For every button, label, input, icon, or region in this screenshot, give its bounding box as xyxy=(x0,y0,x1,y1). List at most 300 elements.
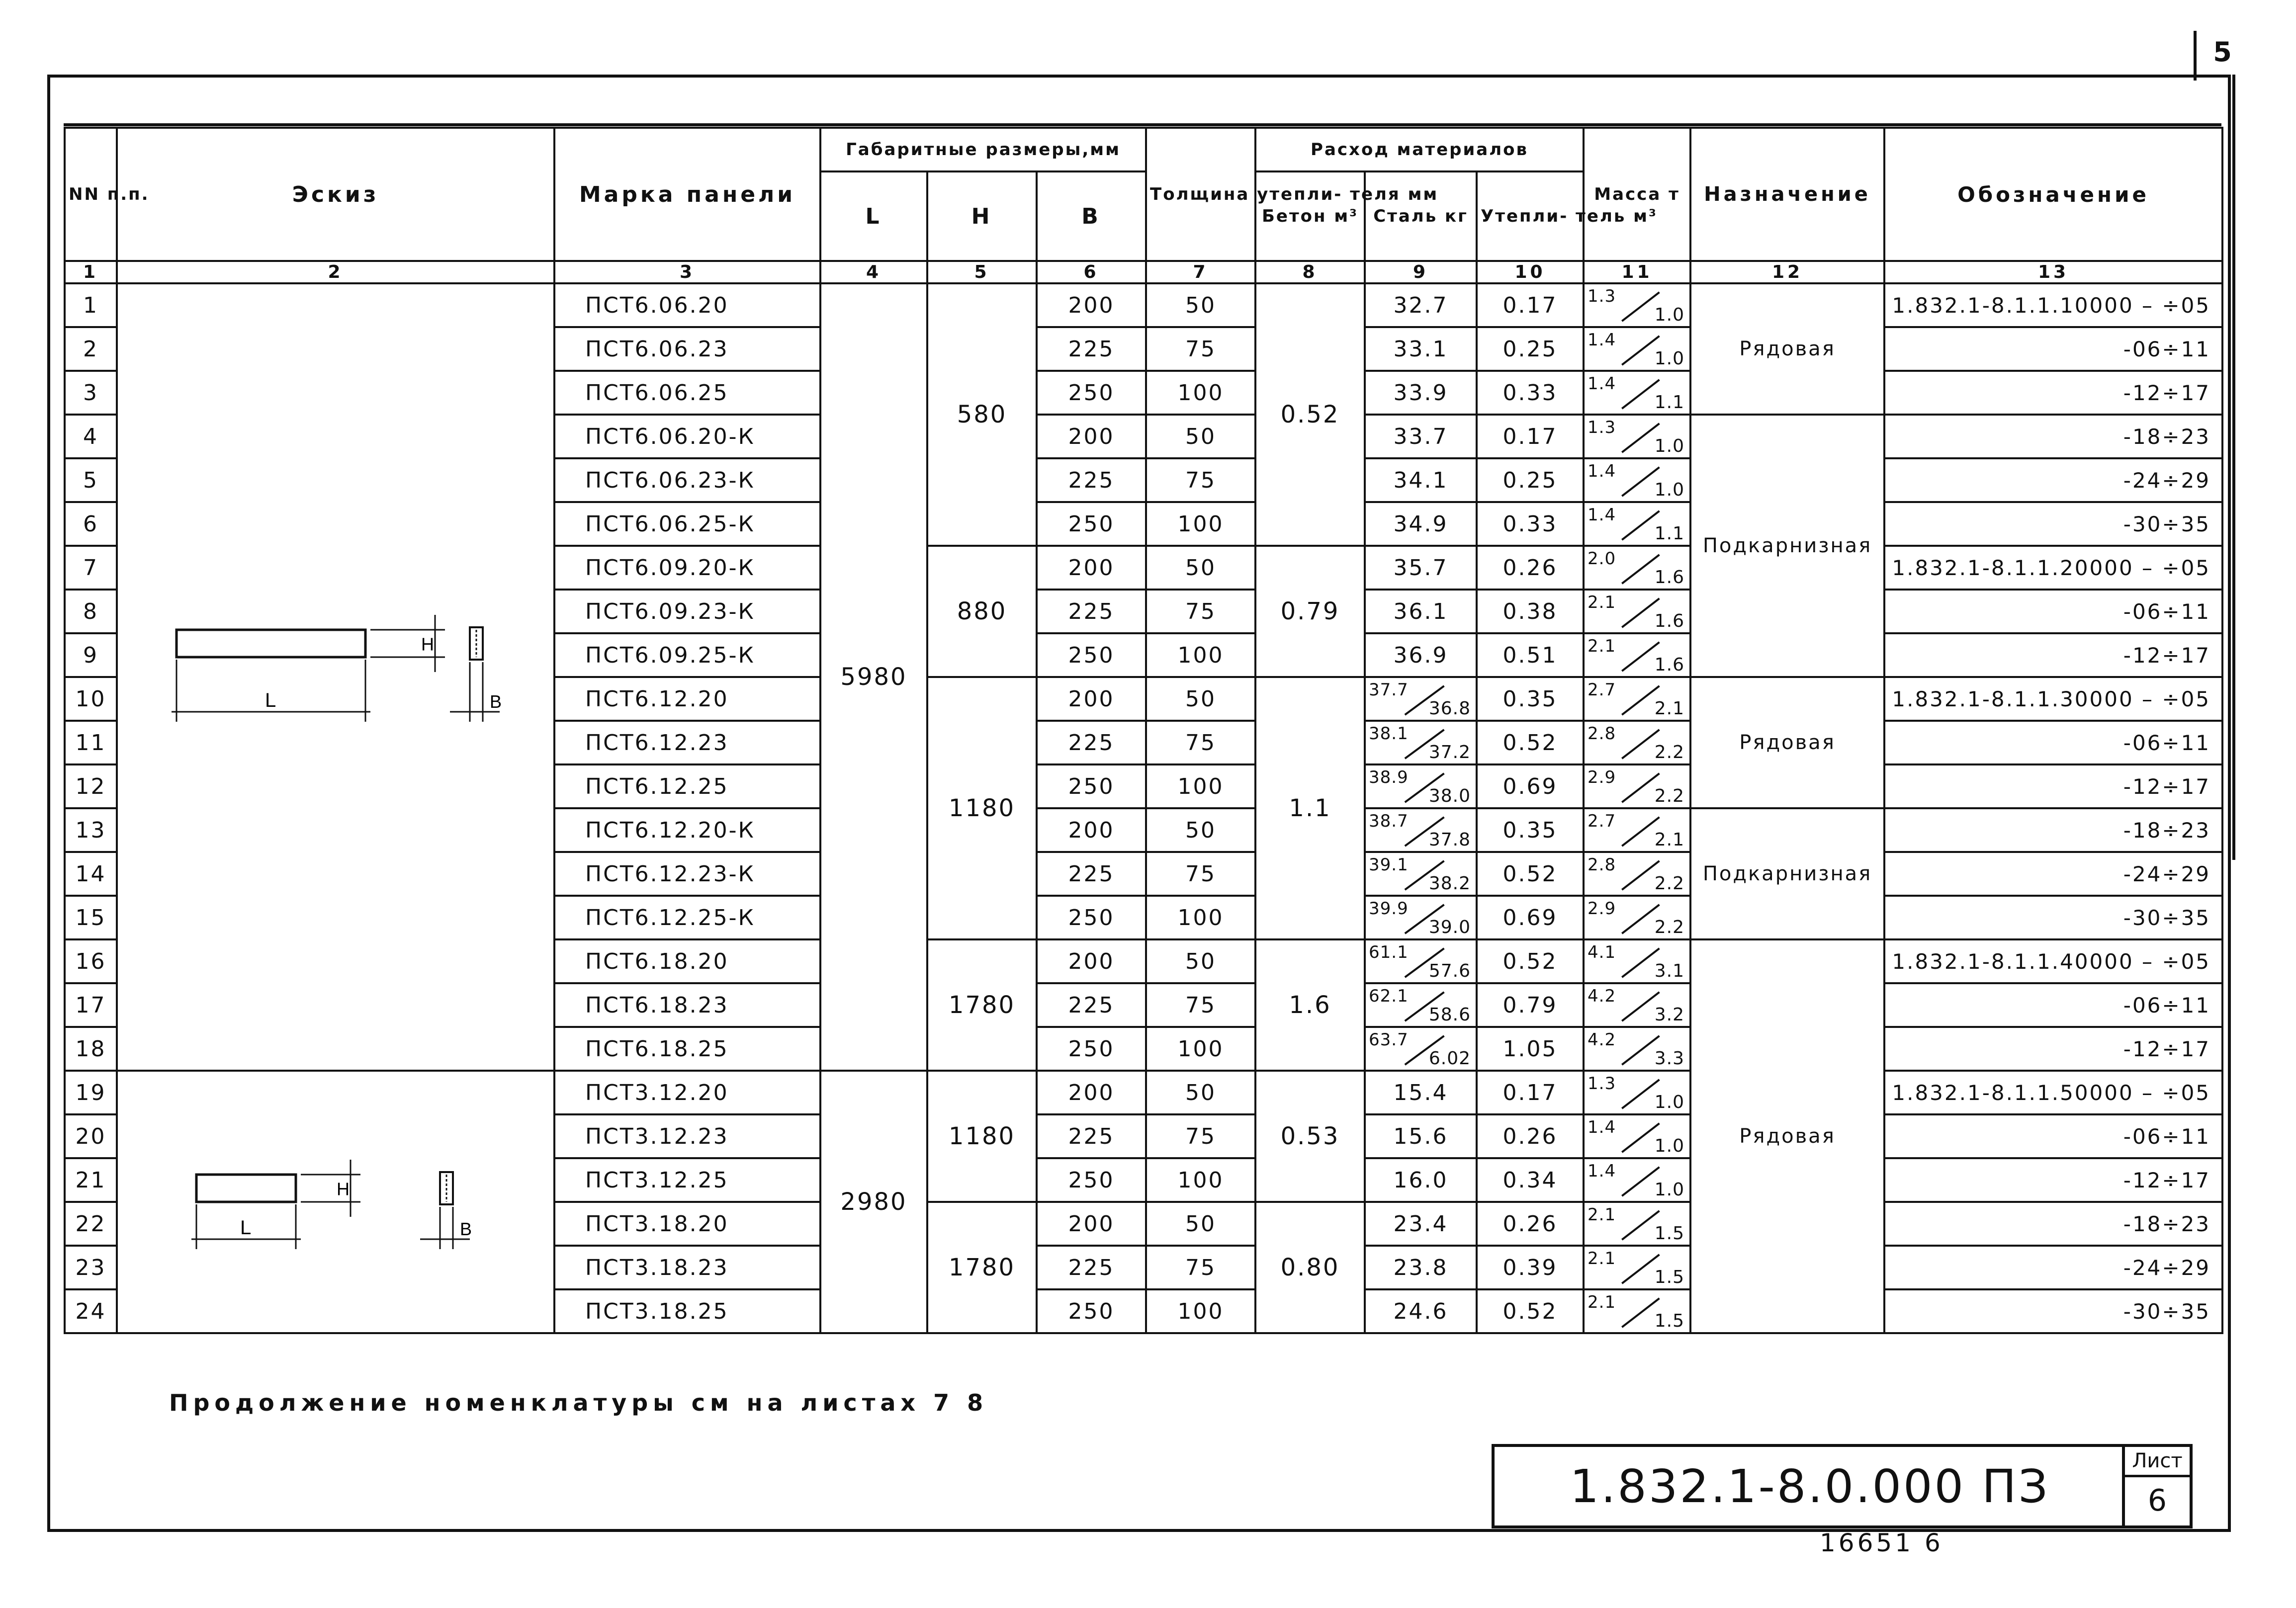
mass-fraction xyxy=(1585,1115,1689,1157)
mass-fraction xyxy=(1585,809,1689,851)
steel-consumption-numerator: 63.7 xyxy=(1369,1030,1409,1050)
designation-code: -24÷29 xyxy=(1884,458,2222,502)
mass xyxy=(1584,721,1690,764)
insulation-thickness: 100 xyxy=(1146,1158,1255,1202)
mass-denominator: 2.2 xyxy=(1654,786,1685,806)
insulation-volume: 0.25 xyxy=(1477,458,1584,502)
mass-fraction xyxy=(1585,547,1689,589)
row-number: 24 xyxy=(65,1289,117,1333)
mass-numerator: 2.0 xyxy=(1588,549,1616,569)
header-dims: Габаритные размеры,мм xyxy=(820,128,1146,171)
dimension-b: 225 xyxy=(1037,458,1146,502)
mass xyxy=(1584,546,1690,590)
designation-code: -18÷23 xyxy=(1884,808,2222,852)
mass-fraction xyxy=(1585,897,1689,938)
mass-denominator: 2.2 xyxy=(1654,917,1685,937)
header-materials: Расход материалов xyxy=(1255,128,1584,171)
row-number: 22 xyxy=(65,1202,117,1246)
fraction-slash-line xyxy=(1622,467,1659,496)
mass-numerator: 4.2 xyxy=(1588,986,1616,1006)
insulation-thickness: 100 xyxy=(1146,371,1255,415)
designation-code: 1.832.1-8.1.1.10000 – ÷05 xyxy=(1884,283,2222,327)
designation-code: -06÷11 xyxy=(1884,721,2222,764)
mass-numerator: 2.1 xyxy=(1588,1249,1616,1269)
designation-code: 1.832.1-8.1.1.40000 – ÷05 xyxy=(1884,939,2222,983)
insulation-volume: 0.51 xyxy=(1477,633,1584,677)
fraction-slash-line xyxy=(1622,861,1659,890)
insulation-thickness: 50 xyxy=(1146,1071,1255,1114)
panel-mark: ПСТ3.18.23 xyxy=(554,1246,820,1289)
header-dim-b: B xyxy=(1037,171,1146,261)
dimension-b: 225 xyxy=(1037,327,1146,371)
fraction-slash-line xyxy=(1622,642,1659,671)
dimension-b: 200 xyxy=(1037,1202,1146,1246)
row-number: 8 xyxy=(65,590,117,633)
mass-denominator: 1.0 xyxy=(1654,305,1685,325)
steel-consumption-denominator: 58.6 xyxy=(1428,1005,1471,1025)
panel-mark: ПСТ6.09.25-К xyxy=(554,633,820,677)
mass-numerator: 2.9 xyxy=(1588,899,1616,919)
mass-denominator: 1.6 xyxy=(1654,655,1685,675)
column-number: 11 xyxy=(1584,261,1690,283)
fraction-slash-line xyxy=(1622,905,1659,933)
mass xyxy=(1584,1202,1690,1246)
column-number: 4 xyxy=(820,261,927,283)
insulation-thickness: 100 xyxy=(1146,764,1255,808)
insulation-volume: 0.33 xyxy=(1477,371,1584,415)
mass-fraction xyxy=(1585,678,1689,720)
insulation-thickness: 75 xyxy=(1146,327,1255,371)
page-number-bar xyxy=(2194,31,2197,81)
top-band-line xyxy=(64,123,2221,126)
insulation-thickness: 75 xyxy=(1146,1114,1255,1158)
mass-fraction xyxy=(1585,1028,1689,1070)
insulation-thickness: 100 xyxy=(1146,896,1255,939)
panel-mark: ПСТ6.12.23 xyxy=(554,721,820,764)
insulation-thickness: 75 xyxy=(1146,983,1255,1027)
fraction-slash-line xyxy=(1622,817,1659,846)
mass-numerator: 4.2 xyxy=(1588,1030,1616,1050)
mass-denominator: 3.2 xyxy=(1654,1005,1685,1025)
steel-consumption-denominator: 6.02 xyxy=(1428,1048,1471,1069)
insulation-volume: 0.17 xyxy=(1477,1071,1584,1114)
header-dim-h: H xyxy=(927,171,1037,261)
panel-elevation xyxy=(177,630,365,657)
panel-mark: ПСТ3.12.25 xyxy=(554,1158,820,1202)
insulation-volume: 0.17 xyxy=(1477,415,1584,458)
row-number: 9 xyxy=(65,633,117,677)
mass-numerator: 1.4 xyxy=(1588,330,1616,350)
steel-consumption-numerator: 37.7 xyxy=(1369,680,1409,700)
insulation-thickness: 50 xyxy=(1146,1202,1255,1246)
mass-numerator: 2.9 xyxy=(1588,767,1616,787)
insulation-volume: 0.69 xyxy=(1477,896,1584,939)
mass-numerator: 2.7 xyxy=(1588,680,1616,700)
header-designation: Обозначение xyxy=(1884,128,2222,261)
designation-code: -30÷35 xyxy=(1884,896,2222,939)
insulation-volume: 0.52 xyxy=(1477,852,1584,896)
column-number: 10 xyxy=(1477,261,1584,283)
mass-numerator: 1.4 xyxy=(1588,1161,1616,1181)
purpose: Рядовая xyxy=(1690,677,1884,808)
mass-fraction xyxy=(1585,1203,1689,1245)
column-numbers-row xyxy=(65,261,2222,283)
sketch-label-h: H xyxy=(421,634,436,654)
header-nn: NN п.п. xyxy=(65,128,117,261)
designation-code: -06÷11 xyxy=(1884,1114,2222,1158)
mass-fraction xyxy=(1585,372,1689,414)
fraction-slash-line xyxy=(1622,1255,1659,1283)
dimension-b: 225 xyxy=(1037,721,1146,764)
header-insul-thickness: Толщина утепли- теля мм xyxy=(1146,128,1255,261)
purpose: Подкарнизная xyxy=(1690,415,1884,677)
insulation-thickness: 75 xyxy=(1146,721,1255,764)
steel-consumption: 15.4 xyxy=(1365,1071,1477,1114)
panel-elevation xyxy=(196,1175,296,1202)
insulation-volume: 0.35 xyxy=(1477,677,1584,721)
steel-consumption-fraction xyxy=(1366,984,1476,1026)
mass xyxy=(1584,983,1690,1027)
designation-code: -06÷11 xyxy=(1884,327,2222,371)
margin-line xyxy=(2232,75,2235,860)
steel-consumption-fraction xyxy=(1366,765,1476,807)
column-number: 13 xyxy=(1884,261,2222,283)
mass xyxy=(1584,371,1690,415)
mass xyxy=(1584,1158,1690,1202)
steel-consumption-fraction xyxy=(1366,940,1476,982)
dimension-b: 200 xyxy=(1037,283,1146,327)
steel-consumption-denominator: 37.8 xyxy=(1428,830,1471,850)
insulation-thickness: 50 xyxy=(1146,283,1255,327)
row-number: 7 xyxy=(65,546,117,590)
steel-consumption: 35.7 xyxy=(1365,546,1477,590)
mass-denominator: 1.6 xyxy=(1654,611,1685,631)
designation-code: 1.832.1-8.1.1.20000 – ÷05 xyxy=(1884,546,2222,590)
mass-numerator: 2.7 xyxy=(1588,811,1616,831)
insulation-volume: 0.33 xyxy=(1477,502,1584,546)
designation-code: -12÷17 xyxy=(1884,1027,2222,1071)
dimension-h: 1180 xyxy=(927,677,1037,939)
fraction-slash-line xyxy=(1622,1080,1659,1108)
steel-consumption: 36.1 xyxy=(1365,590,1477,633)
mass-denominator: 1.5 xyxy=(1654,1311,1685,1331)
designation-code: -12÷17 xyxy=(1884,371,2222,415)
insulation-thickness: 100 xyxy=(1146,1289,1255,1333)
steel-consumption-denominator: 38.0 xyxy=(1428,786,1471,806)
sketch-cell xyxy=(117,283,554,1071)
designation-code: 1.832.1-8.1.1.30000 – ÷05 xyxy=(1884,677,2222,721)
designation-code: -06÷11 xyxy=(1884,590,2222,633)
steel-consumption-numerator: 62.1 xyxy=(1369,986,1409,1006)
fraction-slash-line xyxy=(1622,730,1659,759)
mass-denominator: 3.1 xyxy=(1654,961,1685,981)
designation-code: -30÷35 xyxy=(1884,502,2222,546)
mass-numerator: 1.3 xyxy=(1588,286,1616,306)
insulation-thickness: 100 xyxy=(1146,502,1255,546)
fraction-slash-line xyxy=(1622,773,1659,802)
sheet-number: 6 xyxy=(2147,1483,2167,1518)
dimension-b: 250 xyxy=(1037,896,1146,939)
mass-fraction xyxy=(1585,940,1689,982)
mass xyxy=(1584,1114,1690,1158)
mass xyxy=(1584,896,1690,939)
designation-code: -18÷23 xyxy=(1884,1202,2222,1246)
steel-consumption: 33.1 xyxy=(1365,327,1477,371)
insulation-thickness: 50 xyxy=(1146,939,1255,983)
panel-mark: ПСТ6.18.20 xyxy=(554,939,820,983)
dimension-b: 200 xyxy=(1037,939,1146,983)
dimension-h: 1180 xyxy=(927,1071,1037,1202)
row-number: 1 xyxy=(65,283,117,327)
mass-numerator: 2.1 xyxy=(1588,636,1616,656)
sketch-label-l: L xyxy=(240,1216,253,1239)
fraction-slash-line xyxy=(1622,948,1659,977)
mass-denominator: 1.0 xyxy=(1654,1180,1685,1200)
steel-consumption-numerator: 39.1 xyxy=(1369,855,1409,875)
insulation-volume: 0.34 xyxy=(1477,1158,1584,1202)
mass-fraction xyxy=(1585,1247,1689,1288)
mass-numerator: 1.4 xyxy=(1588,374,1616,394)
mass-fraction xyxy=(1585,284,1689,326)
panel-mark: ПСТ3.18.20 xyxy=(554,1202,820,1246)
steel-consumption-fraction xyxy=(1366,853,1476,895)
mass xyxy=(1584,939,1690,983)
column-number: 3 xyxy=(554,261,820,283)
row-number: 11 xyxy=(65,721,117,764)
column-number: 6 xyxy=(1037,261,1146,283)
row-number: 18 xyxy=(65,1027,117,1071)
steel-consumption-numerator: 38.9 xyxy=(1369,767,1409,787)
mass-fraction xyxy=(1585,853,1689,895)
panel-mark: ПСТ6.06.25 xyxy=(554,371,820,415)
mass-numerator: 1.4 xyxy=(1588,1117,1616,1137)
panel-mark: ПСТ6.06.23 xyxy=(554,327,820,371)
panel-mark: ПСТ6.12.25 xyxy=(554,764,820,808)
mass xyxy=(1584,633,1690,677)
insulation-volume: 0.52 xyxy=(1477,1289,1584,1333)
mass-denominator: 2.1 xyxy=(1654,830,1685,850)
dimension-h: 880 xyxy=(927,546,1037,677)
sheet-box xyxy=(2122,1444,2193,1528)
row-number: 6 xyxy=(65,502,117,546)
mass-denominator: 1.0 xyxy=(1654,348,1685,369)
insulation-thickness: 75 xyxy=(1146,852,1255,896)
panel-mark: ПСТ6.12.20-К xyxy=(554,808,820,852)
mass-denominator: 2.2 xyxy=(1654,873,1685,894)
steel-consumption xyxy=(1365,896,1477,939)
mass-fraction xyxy=(1585,328,1689,370)
insulation-thickness: 100 xyxy=(1146,1027,1255,1071)
row-number: 5 xyxy=(65,458,117,502)
mass-fraction xyxy=(1585,722,1689,763)
designation-code: -24÷29 xyxy=(1884,1246,2222,1289)
mass xyxy=(1584,1027,1690,1071)
insulation-volume: 0.69 xyxy=(1477,764,1584,808)
mass-fraction xyxy=(1585,503,1689,545)
header-dim-l: L xyxy=(820,171,927,261)
dimension-b: 250 xyxy=(1037,1289,1146,1333)
steel-consumption: 15.6 xyxy=(1365,1114,1477,1158)
dimension-b: 200 xyxy=(1037,1071,1146,1114)
purpose: Рядовая xyxy=(1690,939,1884,1333)
steel-consumption-fraction xyxy=(1366,722,1476,763)
mass xyxy=(1584,808,1690,852)
mass-denominator: 1.0 xyxy=(1654,436,1685,456)
steel-consumption-numerator: 38.7 xyxy=(1369,811,1409,831)
header-mark: Марка панели xyxy=(554,128,820,261)
steel-consumption-numerator: 39.9 xyxy=(1369,899,1409,919)
mass-denominator: 1.0 xyxy=(1654,1136,1685,1156)
purpose: Рядовая xyxy=(1690,283,1884,415)
panel-mark: ПСТ3.12.20 xyxy=(554,1071,820,1114)
dimension-b: 250 xyxy=(1037,633,1146,677)
mass-denominator: 1.1 xyxy=(1654,523,1685,544)
mass-fraction xyxy=(1585,1290,1689,1332)
dimension-b: 200 xyxy=(1037,415,1146,458)
panel-mark: ПСТ6.18.23 xyxy=(554,983,820,1027)
dimension-b: 200 xyxy=(1037,677,1146,721)
mass-numerator: 1.3 xyxy=(1588,1074,1616,1094)
dimension-b: 225 xyxy=(1037,1114,1146,1158)
row-number: 4 xyxy=(65,415,117,458)
dimension-b: 250 xyxy=(1037,502,1146,546)
header-concrete: Бетон м³ xyxy=(1255,171,1365,261)
dimension-h: 580 xyxy=(927,283,1037,546)
steel-consumption: 36.9 xyxy=(1365,633,1477,677)
row-number: 21 xyxy=(65,1158,117,1202)
fraction-slash-line xyxy=(1622,380,1659,409)
mass-denominator: 2.2 xyxy=(1654,742,1685,762)
row-number: 12 xyxy=(65,764,117,808)
header-insulation: Утепли- тель м³ xyxy=(1477,171,1584,261)
purpose: Подкарнизная xyxy=(1690,808,1884,939)
panel-sketch-6m xyxy=(122,600,549,749)
mass-fraction xyxy=(1585,634,1689,676)
dimension-b: 250 xyxy=(1037,764,1146,808)
row-number: 17 xyxy=(65,983,117,1027)
steel-consumption-denominator: 38.2 xyxy=(1428,873,1471,894)
insulation-volume: 0.25 xyxy=(1477,327,1584,371)
insulation-volume: 0.38 xyxy=(1477,590,1584,633)
mass-fraction xyxy=(1585,765,1689,807)
designation-code: -18÷23 xyxy=(1884,415,2222,458)
designation-code: -06÷11 xyxy=(1884,983,2222,1027)
insulation-volume: 0.52 xyxy=(1477,939,1584,983)
document-stamp: 1.832.1-8.0.000 ПЗ xyxy=(1492,1444,2125,1528)
row-number: 20 xyxy=(65,1114,117,1158)
mass-numerator: 2.1 xyxy=(1588,1205,1616,1225)
mass xyxy=(1584,1246,1690,1289)
mass xyxy=(1584,458,1690,502)
concrete-volume: 1.1 xyxy=(1255,677,1365,939)
panel-mark: ПСТ6.06.20 xyxy=(554,283,820,327)
fraction-slash-line xyxy=(1622,423,1659,452)
column-number: 8 xyxy=(1255,261,1365,283)
sketch-label-b: B xyxy=(460,1218,474,1239)
steel-consumption-fraction xyxy=(1366,897,1476,938)
table-row xyxy=(65,1071,2222,1114)
fraction-slash-line xyxy=(1622,1123,1659,1152)
panel-sketch-3m xyxy=(122,1145,549,1254)
steel-consumption: 16.0 xyxy=(1365,1158,1477,1202)
dimension-b: 225 xyxy=(1037,852,1146,896)
dimension-b: 225 xyxy=(1037,1246,1146,1289)
steel-consumption-denominator: 39.0 xyxy=(1428,917,1471,937)
panel-mark: ПСТ6.12.23-К xyxy=(554,852,820,896)
insulation-thickness: 75 xyxy=(1146,1246,1255,1289)
concrete-volume: 0.79 xyxy=(1255,546,1365,677)
footer-code: 16651 6 xyxy=(1820,1528,1943,1557)
fraction-slash-line xyxy=(1622,292,1659,321)
mass xyxy=(1584,1071,1690,1114)
fraction-slash-line xyxy=(1622,1211,1659,1240)
steel-consumption: 24.6 xyxy=(1365,1289,1477,1333)
dimension-h: 1780 xyxy=(927,939,1037,1071)
fraction-slash-line xyxy=(1622,511,1659,540)
mass-fraction xyxy=(1585,416,1689,457)
insulation-volume: 0.52 xyxy=(1477,721,1584,764)
mass xyxy=(1584,283,1690,327)
mass-fraction xyxy=(1585,1159,1689,1201)
column-number: 1 xyxy=(65,261,117,283)
column-number: 7 xyxy=(1146,261,1255,283)
sketch-label-b: B xyxy=(490,691,504,712)
fraction-slash-line xyxy=(1622,686,1659,715)
insulation-thickness: 75 xyxy=(1146,590,1255,633)
dimension-b: 200 xyxy=(1037,546,1146,590)
fraction-slash-line xyxy=(1622,992,1659,1021)
steel-consumption xyxy=(1365,1027,1477,1071)
header-purpose: Назначение xyxy=(1690,128,1884,261)
insulation-volume: 0.79 xyxy=(1477,983,1584,1027)
header-sketch: Эскиз xyxy=(117,128,554,261)
insulation-thickness: 75 xyxy=(1146,458,1255,502)
dimension-b: 250 xyxy=(1037,371,1146,415)
insulation-volume: 0.39 xyxy=(1477,1246,1584,1289)
row-number: 14 xyxy=(65,852,117,896)
fraction-slash-line xyxy=(1622,598,1659,627)
header-mass: Масса т xyxy=(1584,128,1690,261)
panel-mark: ПСТ6.06.20-К xyxy=(554,415,820,458)
mass-numerator: 2.8 xyxy=(1588,855,1616,875)
dimension-b: 200 xyxy=(1037,808,1146,852)
row-number: 10 xyxy=(65,677,117,721)
mass-numerator: 1.3 xyxy=(1588,418,1616,437)
steel-consumption: 23.8 xyxy=(1365,1246,1477,1289)
panel-mark: ПСТ6.12.20 xyxy=(554,677,820,721)
mass-fraction xyxy=(1585,459,1689,501)
steel-consumption: 34.9 xyxy=(1365,502,1477,546)
mass-fraction xyxy=(1585,591,1689,632)
header-steel: Сталь кг xyxy=(1365,171,1477,261)
steel-consumption-denominator: 57.6 xyxy=(1428,961,1471,981)
steel-consumption-denominator: 37.2 xyxy=(1428,742,1471,762)
insulation-volume: 0.26 xyxy=(1477,1114,1584,1158)
concrete-volume: 0.52 xyxy=(1255,283,1365,546)
steel-consumption: 33.7 xyxy=(1365,415,1477,458)
column-number: 2 xyxy=(117,261,554,283)
row-number: 23 xyxy=(65,1246,117,1289)
panel-mark: ПСТ6.09.23-К xyxy=(554,590,820,633)
mass-numerator: 2.1 xyxy=(1588,1292,1616,1312)
sheet-label: Лист xyxy=(2125,1447,2190,1477)
dimension-b: 225 xyxy=(1037,590,1146,633)
mass xyxy=(1584,1289,1690,1333)
steel-consumption xyxy=(1365,677,1477,721)
dimension-b: 250 xyxy=(1037,1158,1146,1202)
mass-denominator: 1.5 xyxy=(1654,1223,1685,1244)
designation-code: -12÷17 xyxy=(1884,633,2222,677)
